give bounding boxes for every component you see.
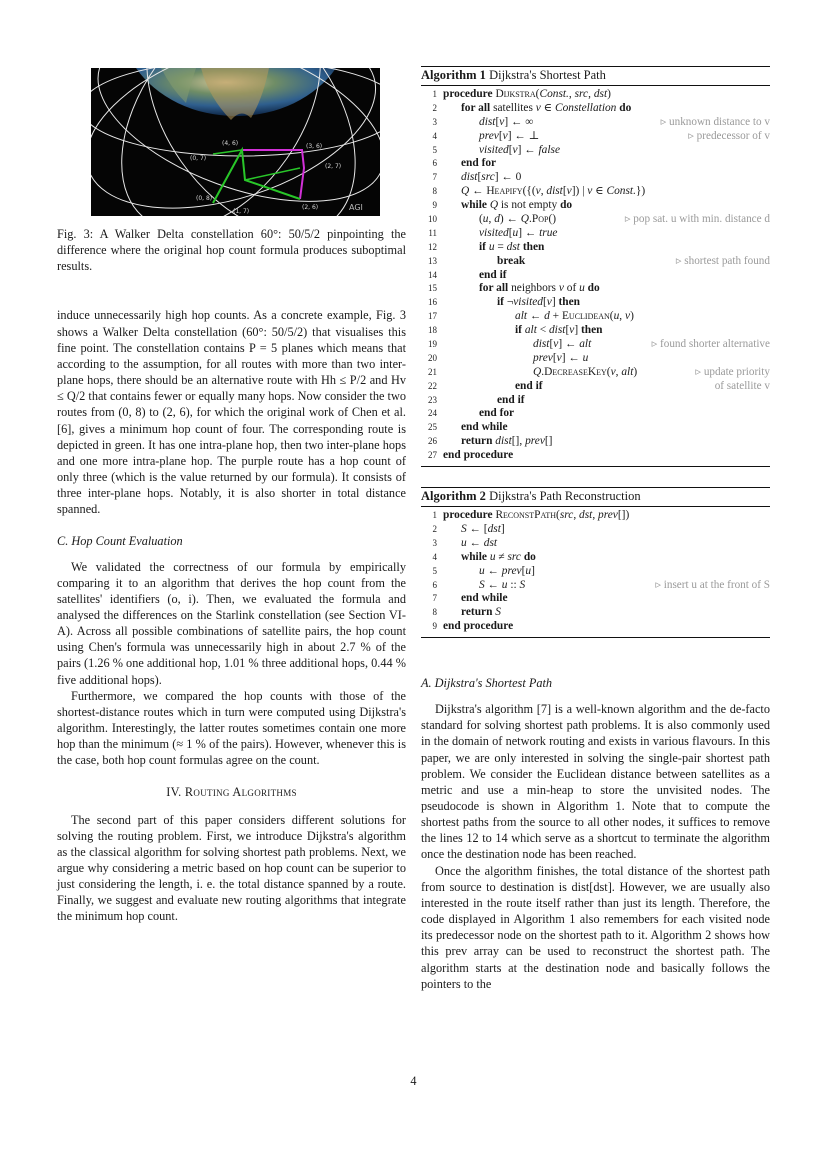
algorithm-line — [421, 380, 770, 394]
line-number: 17 — [428, 311, 437, 322]
algorithm-line — [421, 449, 770, 463]
label-1-7: (1, 7) — [233, 208, 250, 215]
algorithm-line — [421, 171, 770, 185]
algorithm-line — [421, 579, 770, 593]
algorithm-line — [421, 509, 770, 523]
subsection-heading-a: A. Dijkstra's Shortest Path — [421, 676, 553, 691]
line-code: S ← u :: S — [479, 578, 526, 591]
algorithm-1-label: Algorithm 1 — [421, 68, 486, 82]
algorithm-2 — [421, 487, 770, 638]
algorithm-line — [421, 185, 770, 199]
label-4-6: (4, 6) — [222, 140, 239, 147]
line-code: S ← [dst] — [461, 522, 505, 535]
line-number: 1 — [432, 89, 437, 99]
line-number: 18 — [428, 325, 437, 336]
algorithm-line — [421, 537, 770, 551]
line-code: end for — [479, 407, 515, 420]
line-comment: ▹ shortest path found — [675, 254, 770, 267]
line-number: 8 — [432, 186, 437, 197]
paragraph-hop-count-example: induce unnecessarily high hop counts. As a concrete example, Fig. 3 shows a Walker Delta constellation (60°: 50/5/2) that visualises this fine point. The constellation contains P = 5 planes which means that according to the assumption, for all routes with more than two inter-plane hops, there should be an alternative route with Hh ≤ P/2 and Hv ≤ Q/2 that contains fewer or equally many hops. Now consider the two routes from (0, 8) to (2, 6), for which the original work of Chen et al. [6], gives a minimum hop count of four. The corresponding route is depicted in green. It has one intra-plane hop, then two inter-plane hops and one more intra-plane hop. The purple route has a hop count of only three (which is the value returned by our formula). It consists of three inter-plane hops. Notably, it is also shorter in total distance spanned. — [57, 308, 406, 517]
algorithm-line — [421, 310, 770, 324]
line-number: 21 — [428, 366, 437, 377]
algorithm-line — [421, 606, 770, 620]
line-code: u ← dst — [461, 536, 498, 549]
line-number: 16 — [428, 297, 437, 308]
line-code: end if — [515, 379, 543, 392]
line-comment: ▹ found shorter alternative — [651, 338, 770, 351]
agi-logo-text: AGI — [349, 203, 363, 212]
paragraph-hop-evaluation: We validated the correctness of our formula by empirically comparing it to an algorithm that derives the hop count from the satellites' identifiers (o, i). Then, we evaluated the formula and analysed the differences on the Starlink constellation (see Section VI-A). Across all possible combinations of satellite pairs, the hop count using Chen's formula was unnecessarily high in about 2.7 % of the pairs (1.26 % one additional hop, 1.01 % three additional hops, 0.44 % five additional hops). — [57, 559, 406, 687]
line-number: 4 — [432, 130, 437, 141]
label-2-6: (2, 6) — [302, 204, 319, 211]
line-number: 3 — [432, 116, 437, 127]
line-number: 7 — [432, 593, 437, 604]
algorithm-line — [421, 324, 770, 338]
algorithm-2-label: Algorithm 2 — [421, 489, 486, 504]
algorithm-line — [421, 144, 770, 158]
left-column — [57, 68, 406, 925]
algorithm-line — [421, 88, 770, 102]
line-number: 6 — [432, 158, 437, 169]
line-comment: ▹ unknown distance to v — [660, 115, 770, 128]
algorithm-1 — [421, 66, 770, 467]
line-code: dist[v] ← ∞ — [479, 115, 534, 128]
algorithm-line — [421, 592, 770, 606]
algorithm-line — [421, 551, 770, 565]
figure-caption: Fig. 3: A Walker Delta constellation 60°: 50/5/2 pinpointing the difference where the original hop count formula produces suboptimal results. — [57, 227, 406, 274]
line-number: 2 — [432, 523, 437, 534]
line-code: dist[v] ← alt — [533, 338, 592, 351]
line-code: end if — [479, 268, 507, 281]
line-number: 24 — [428, 408, 437, 419]
line-comment: ▹ insert u at the front of S — [655, 578, 770, 591]
line-number: 5 — [432, 144, 437, 155]
paragraph-dijkstra-reconstruction: Once the algorithm finishes, the total distance of the shortest path from source to destination is dist[dst]. However, we are usually also interested in the route itself rather than just its length. Therefore, the code displayed in Algorithm 1 also remembers for each visited node its predecessor node on the shortest path to it. Algorithm 2 shows how this prev array can be used to reconstruct the shortest path. The algorithm starts at the destination node and basically follows the pointers to the — [421, 863, 770, 991]
algorithm-line — [421, 269, 770, 283]
line-comment: of satellite v — [714, 379, 770, 392]
line-code: for all satellites v ∈ Constellation do — [461, 101, 632, 114]
algorithm-line — [421, 620, 770, 634]
algorithm-line — [421, 102, 770, 116]
label-0-8: (0, 8) — [196, 195, 213, 202]
algorithm-line — [421, 394, 770, 408]
page-number: 4 — [410, 1074, 417, 1088]
line-code: return dist[], prev[] — [461, 435, 553, 448]
line-code: (u, d) ← Q.Pop() — [479, 213, 557, 226]
line-number: 15 — [428, 283, 437, 294]
algorithm-line — [421, 565, 770, 579]
label-2-7: (2, 7) — [325, 163, 342, 170]
line-comment: ▹ update priority — [695, 365, 770, 378]
paragraph-hop-comparison: Furthermore, we compared the hop counts with those of the shortest-distance routes which in turn were computed using Dijkstra's algorithm. Interestingly, the latter routes sometimes contain one more hop than the minimum (≈ 1 % of the pairs). However, whenever this is the case, both hop count formulas agree on the count. — [57, 688, 406, 768]
algorithm-line — [421, 116, 770, 130]
line-code: Q.DecreaseKey(v, alt) — [533, 365, 638, 378]
line-code: dist[src] ← 0 — [461, 171, 522, 184]
line-code: end if — [497, 393, 525, 406]
algorithm-line — [421, 130, 770, 144]
line-code: end while — [461, 421, 508, 434]
line-code: u ← prev[u] — [479, 564, 535, 577]
line-number: 9 — [432, 621, 437, 632]
line-number: 19 — [428, 339, 437, 350]
line-number: 20 — [428, 352, 437, 363]
line-number: 13 — [428, 255, 437, 266]
line-code: end for — [461, 157, 497, 170]
line-number: 12 — [428, 241, 437, 252]
algorithm-2-name: Dijkstra's Path Reconstruction — [489, 489, 641, 504]
line-number: 8 — [432, 607, 437, 618]
line-number: 11 — [428, 227, 437, 238]
line-code: if ¬visited[v] then — [497, 296, 581, 309]
right-column — [421, 66, 770, 992]
line-number: 23 — [428, 394, 437, 405]
line-code: visited[u] ← true — [479, 226, 558, 239]
line-code: if u = dst then — [479, 240, 545, 253]
line-code: prev[v] ← u — [533, 351, 589, 364]
line-number: 1 — [432, 510, 437, 521]
algorithm-line — [421, 366, 770, 380]
algorithm-line — [421, 213, 770, 227]
subsection-heading-c: C. Hop Count Evaluation — [57, 533, 183, 548]
line-number: 27 — [428, 450, 437, 461]
line-number: 7 — [432, 172, 437, 183]
line-number: 26 — [428, 436, 437, 447]
line-number: 10 — [428, 214, 437, 225]
algorithm-line — [421, 199, 770, 213]
line-number: 2 — [432, 102, 437, 113]
algorithm-2-lines — [421, 507, 770, 637]
algorithm-2-title — [421, 488, 770, 507]
line-number: 5 — [432, 565, 437, 576]
line-number: 22 — [428, 380, 437, 391]
line-number: 25 — [428, 422, 437, 433]
algorithm-1-title — [421, 67, 770, 86]
algorithm-1-name: Dijkstra's Shortest Path — [489, 68, 606, 82]
line-number: 3 — [432, 537, 437, 548]
algorithm-line — [421, 435, 770, 449]
line-code: prev[v] ← ⊥ — [479, 129, 540, 142]
line-code: return S — [461, 606, 501, 619]
paragraph-routing-intro: The second part of this paper considers different solutions for solving the routing problem. First, we introduce Dijkstra's algorithm as the classical algorithm for solving shortest path problems. Next, we argue why considering a metric based on hop count can be superior to just considering the length, i. e. the total distance spanned by a route. Finally, we suggest and evaluate new routing algorithms that integrate the minimum hop count. — [57, 812, 406, 924]
line-code: alt ← d + Euclidean(u, v) — [515, 310, 634, 323]
algorithm-line — [421, 523, 770, 537]
line-code: for all neighbors v of u do — [479, 282, 600, 295]
line-number: 14 — [428, 269, 437, 280]
line-code: end procedure — [443, 449, 514, 462]
algorithm-line — [421, 241, 770, 255]
line-code: procedure ReconstPath(src, dst, prev[]) — [443, 509, 630, 522]
label-3-6: (3, 6) — [306, 143, 323, 150]
algorithm-line — [421, 296, 770, 310]
section-heading-iv: IV. Routing Algorithms — [166, 784, 297, 799]
constellation-figure — [91, 68, 380, 216]
line-code: while u ≠ src do — [461, 550, 536, 563]
paragraph-dijkstra-intro: Dijkstra's algorithm [7] is a well-known algorithm and the de-facto standard for solving shortest path problems. It is also commonly used in the domain of network routing and exists in various flavours. In this paper, we are only interested in solving the single-pair shortest path problem. We consider the Euclidean distance between satellites as a metric and use a min-heap to store the unvisited nodes. The pseudocode is shown in Algorithm 1. Note that to compute the shortest paths from the source to all other nodes, it suffices to remove the lines 12 to 14 which serve as a shortcut to terminate the algorithm once the destination node has been reached. — [421, 702, 770, 862]
algorithm-line — [421, 157, 770, 171]
algorithm-1-lines — [421, 86, 770, 466]
line-code: while Q is not empty do — [461, 199, 573, 212]
line-code: end procedure — [443, 620, 514, 633]
line-number: 4 — [432, 551, 437, 562]
line-number: 6 — [432, 579, 437, 590]
algorithm-line — [421, 282, 770, 296]
line-number: 9 — [432, 200, 437, 211]
line-comment: ▹ pop sat. u with min. distance d — [624, 213, 770, 226]
algorithm-line — [421, 421, 770, 435]
algorithm-line — [421, 407, 770, 421]
algorithm-line — [421, 338, 770, 352]
line-code: if alt < dist[v] then — [515, 324, 603, 337]
line-comment: ▹ predecessor of v — [688, 129, 770, 142]
line-code: procedure Dijkstra(Const., src, dst) — [443, 88, 611, 100]
algorithm-line — [421, 352, 770, 366]
line-code: Q ← Heapify({(v, dist[v]) | v ∈ Const.}) — [461, 185, 646, 198]
line-code: break — [497, 254, 526, 267]
label-0-7: (0, 7) — [190, 155, 207, 162]
algorithm-line — [421, 227, 770, 241]
line-code: end while — [461, 592, 508, 605]
algorithm-line — [421, 255, 770, 269]
line-code: visited[v] ← false — [479, 143, 560, 156]
